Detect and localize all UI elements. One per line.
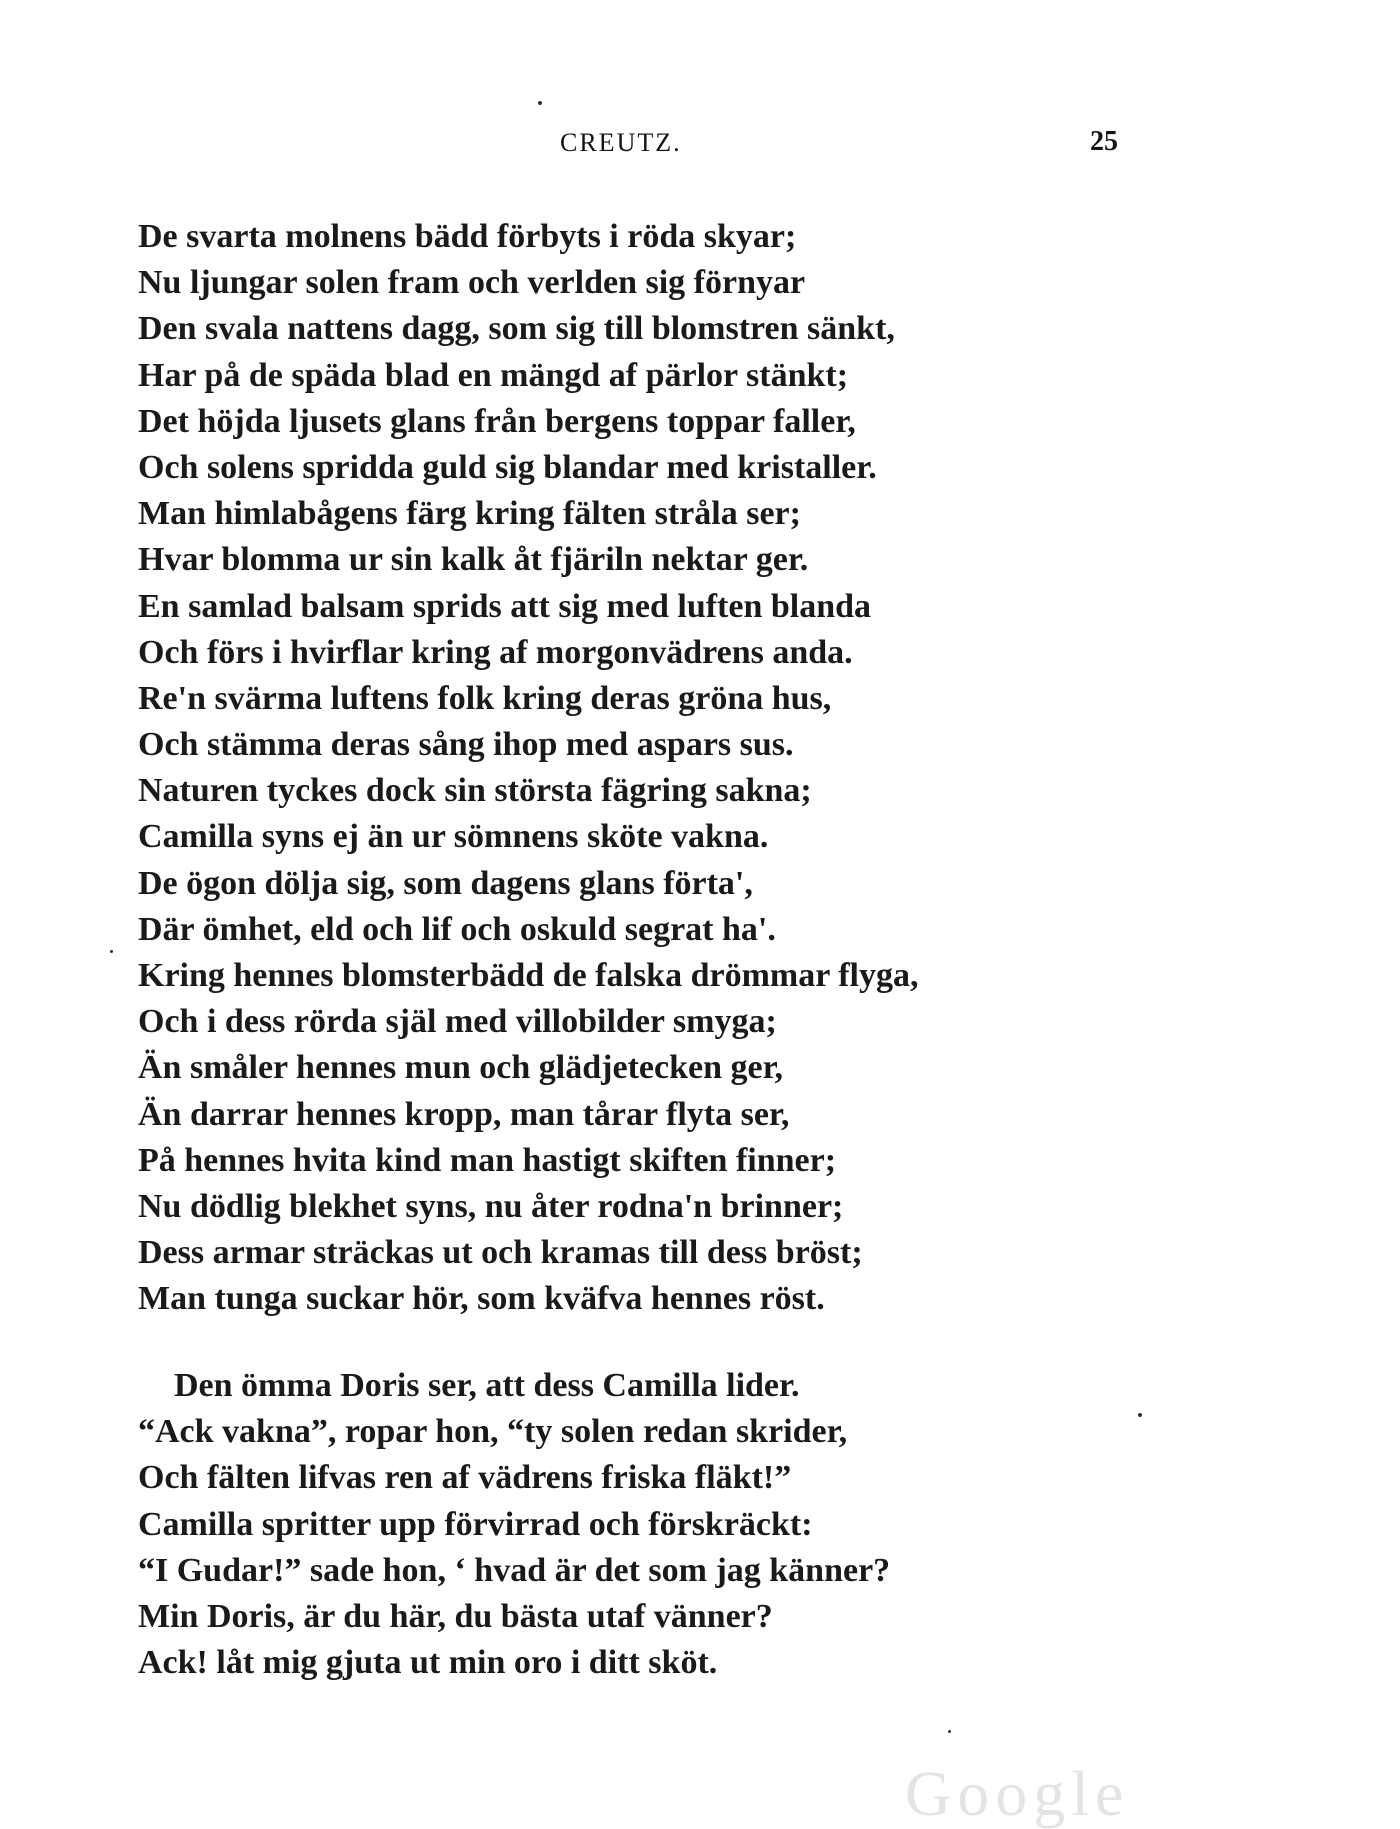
poem-line: Ack! låt mig gjuta ut min oro i ditt sköt. — [138, 1644, 718, 1682]
print-speck — [110, 950, 113, 953]
poem-line: Och fälten lifvas ren af vädrens friska fläkt!” — [138, 1459, 792, 1497]
poem-line: Man tunga suckar hör, som kväfva hennes röst. — [138, 1280, 825, 1318]
poem-line: Har på de späda blad en mängd af pärlor stänkt; — [138, 356, 849, 394]
poem-line: De svarta molnens bädd förbyts i röda skyar; — [138, 218, 797, 255]
poem-line: Nu dödlig blekhet syns, nu åter rodna'n brinner; — [138, 1187, 844, 1225]
poem-stanza-2 — [138, 1363, 1138, 1686]
poem-line: Hvar blomma ur sin kalk åt fjäriln nektar ger. — [138, 541, 809, 579]
poem-line: Och stämma deras sång ihop med aspars sus. — [138, 726, 794, 764]
poem-line: Det höjda ljusets glans från bergens toppar faller, — [138, 402, 856, 440]
poem-line: Nu ljungar solen fram och verlden sig förnyar — [138, 264, 806, 302]
poem-line: Dess armar sträckas ut och kramas till dess bröst; — [138, 1234, 863, 1272]
poem-line: Min Doris, är du här, du bästa utaf vänner? — [138, 1597, 773, 1635]
poem-line: Kring hennes blomsterbädd de falska drömmar flyga, — [138, 957, 919, 994]
poem-line: En samlad balsam sprids att sig med luften blanda — [138, 587, 872, 625]
poem-line: Och förs i hvirflar kring af morgonvädrens anda. — [138, 633, 853, 671]
poem-line: På hennes hvita kind man hastigt skiften finner; — [138, 1141, 837, 1179]
poem-line: Naturen tyckes dock sin största fägring sakna; — [138, 772, 812, 810]
poem-line: Camilla spritter upp förvirrad och förskräckt: — [138, 1505, 813, 1543]
print-speck — [1138, 1413, 1142, 1417]
watermark-logo: Google — [905, 1758, 1130, 1829]
poem-line: Än darrar hennes kropp, man tårar flyta ser, — [138, 1095, 790, 1133]
poem-line: Och i dess rörda själ med villobilder smyga; — [138, 1003, 777, 1041]
poem-line: Den ömma Doris ser, att dess Camilla lider. — [174, 1367, 800, 1404]
poem-line: “Ack vakna”, ropar hon, “ty solen redan skrider, — [138, 1413, 848, 1451]
page-header — [0, 128, 1400, 168]
poem-stanza-1 — [138, 214, 1138, 1323]
print-speck — [948, 1730, 951, 1733]
poem-line: “I Gudar!” sade hon, ‘ hvad är det som jag känner? — [138, 1551, 891, 1589]
poem-line: Man himlabågens färg kring fälten stråla ser; — [138, 495, 801, 533]
poem-line: Re'n svärma luftens folk kring deras gröna hus, — [138, 679, 832, 717]
print-speck — [538, 101, 542, 105]
poem-line: De ögon dölja sig, som dagens glans förta', — [138, 864, 753, 902]
poem-line: Och solens spridda guld sig blandar med kristaller. — [138, 448, 877, 486]
poem-line: Där ömhet, eld och lif och oskuld segrat ha'. — [138, 910, 776, 948]
poem-line: Den svala nattens dagg, som sig till blomstren sänkt, — [138, 310, 895, 348]
page-number: 25 — [1090, 126, 1118, 157]
poem-line: Camilla syns ej än ur sömnens sköte vakna. — [138, 818, 769, 856]
running-head: CREUTZ. — [560, 128, 682, 157]
poem-line: Än småler hennes mun och glädjetecken ger, — [138, 1049, 784, 1087]
